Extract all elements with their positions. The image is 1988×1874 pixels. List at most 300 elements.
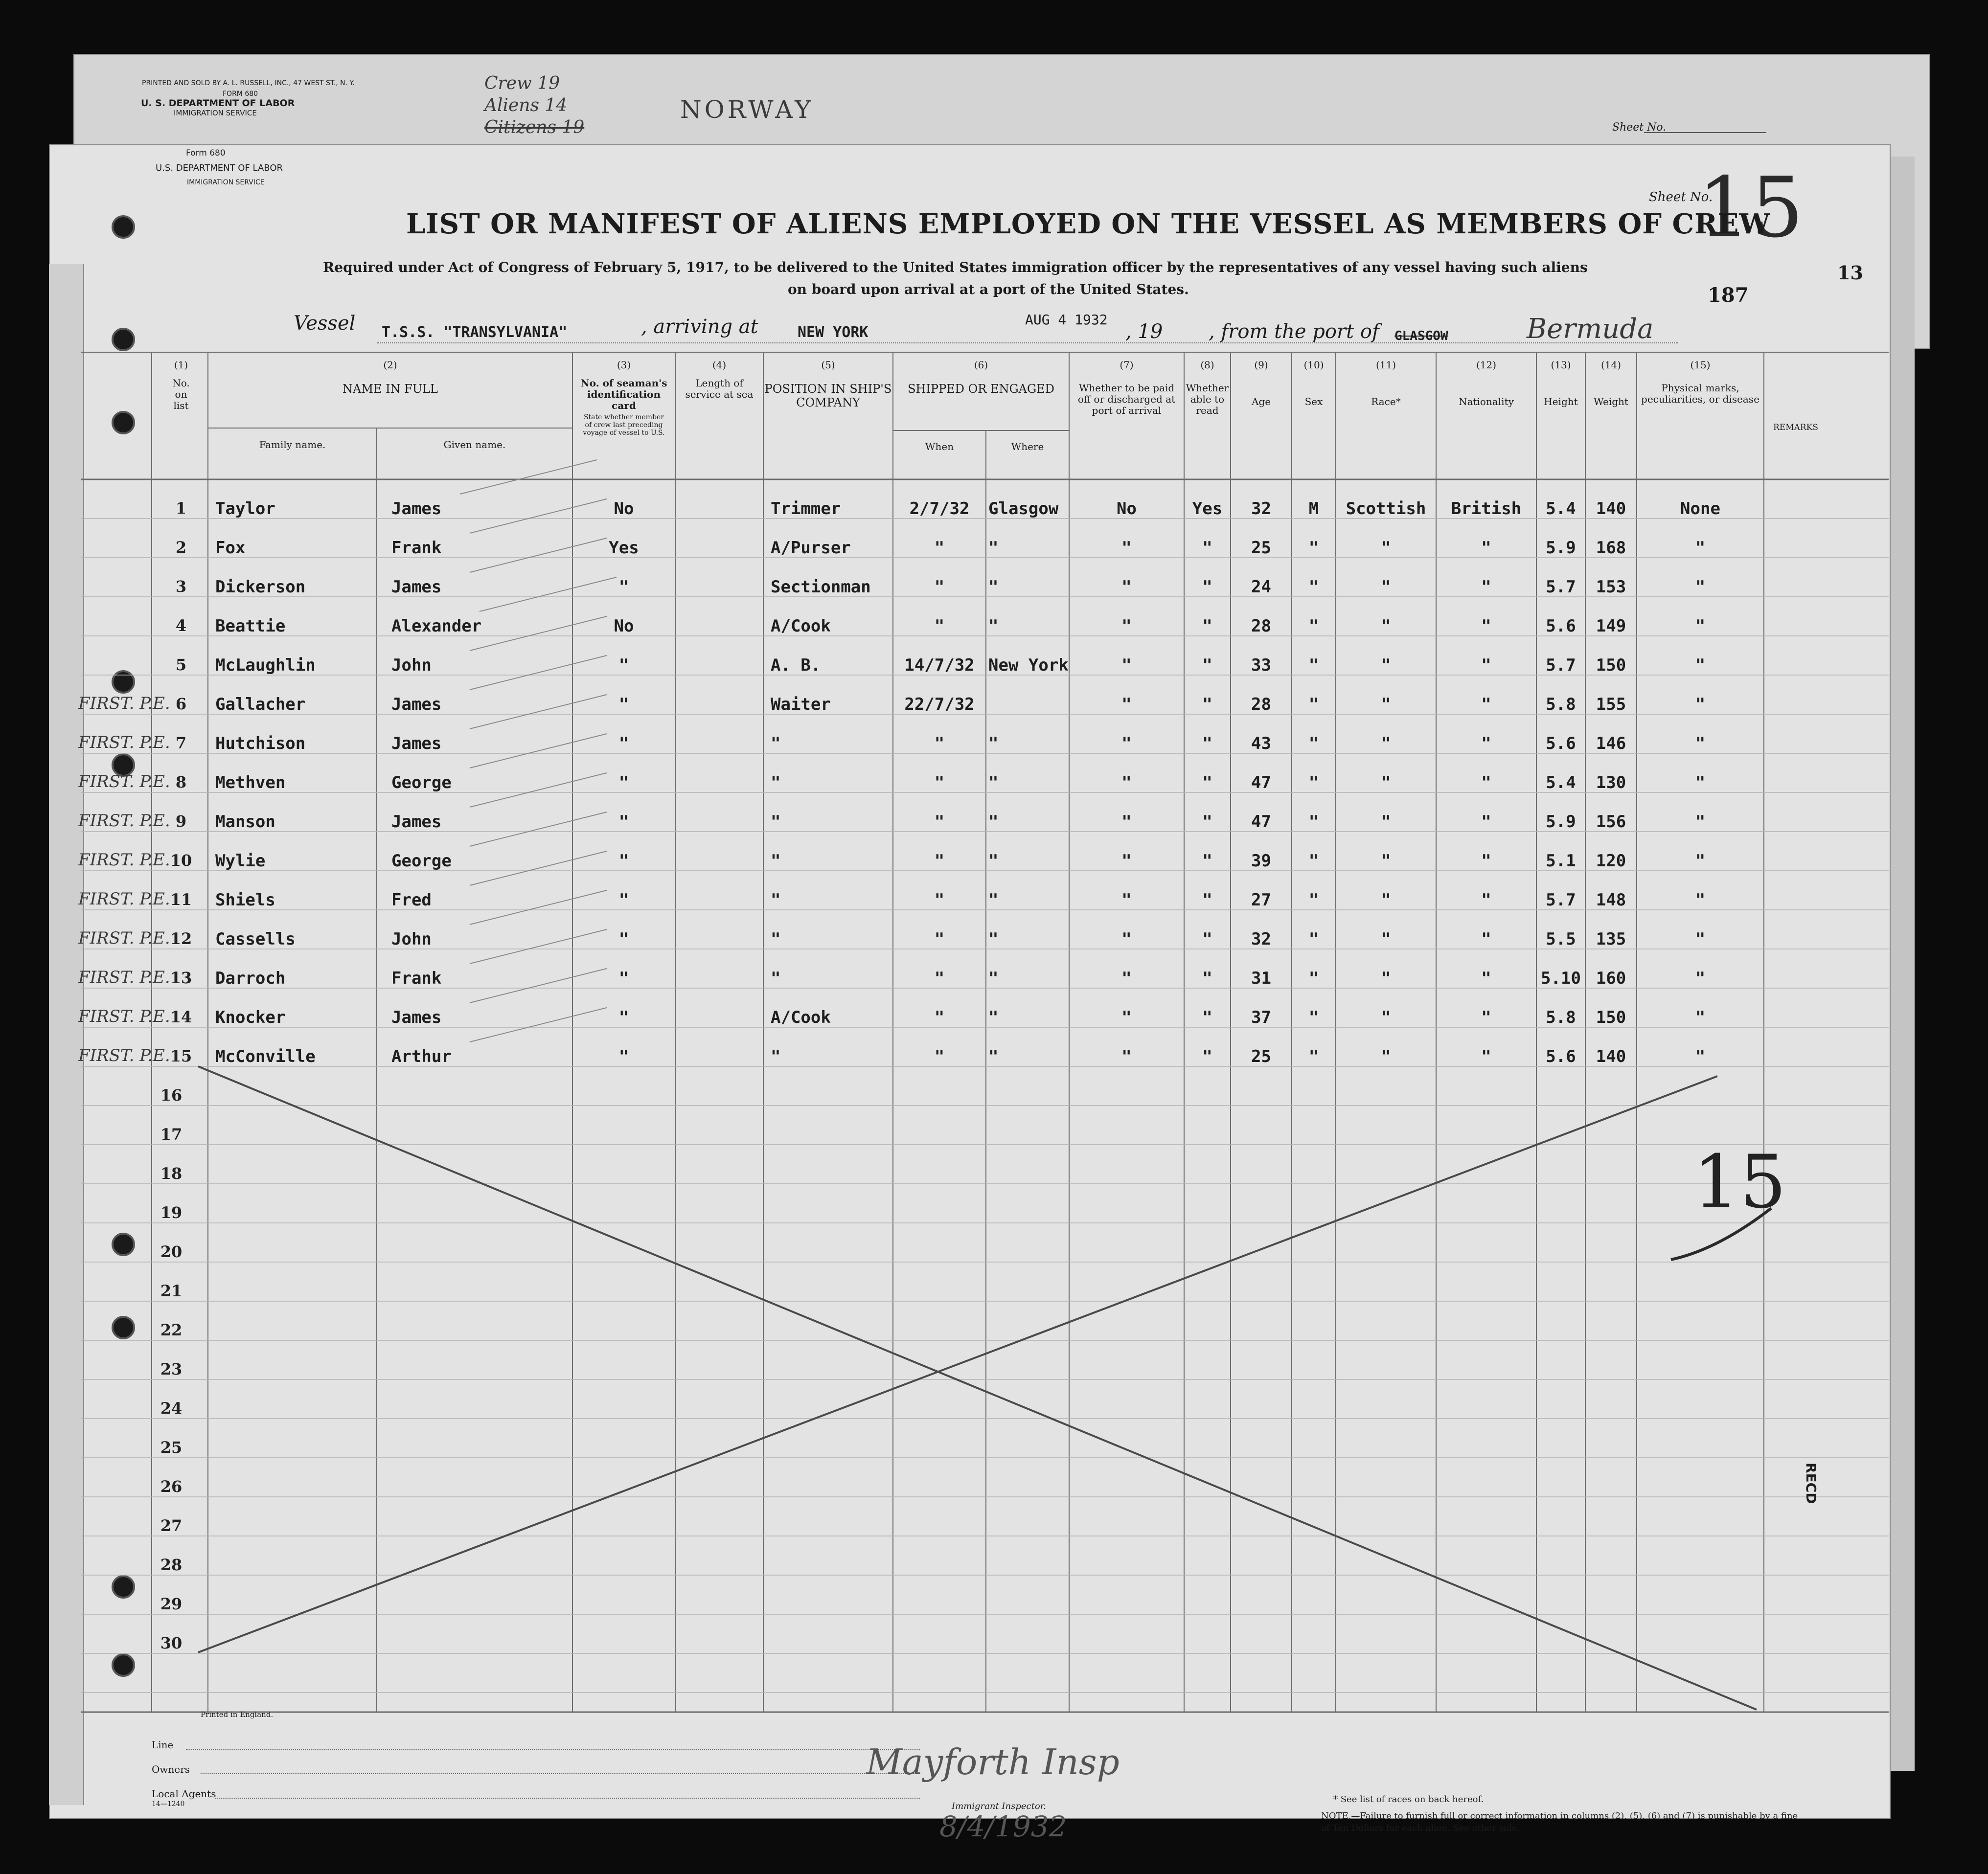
position: A. B. (771, 655, 821, 675)
col-label: Whether able to read (1186, 382, 1229, 416)
col-num-label: (6) (974, 359, 988, 371)
col-4-header (678, 360, 761, 400)
given-name: George (391, 773, 452, 792)
height: 5.1 (1546, 851, 1576, 871)
able-to-read: Yes (1192, 499, 1223, 519)
able-to-read: " (1202, 655, 1212, 675)
able-to-read: " (1202, 969, 1212, 988)
race: " (1381, 577, 1391, 597)
nationality: " (1481, 577, 1491, 597)
height: 5.4 (1546, 499, 1576, 519)
row-number: 2 (175, 538, 187, 557)
physical-marks: " (1695, 655, 1706, 675)
weight: 146 (1596, 734, 1626, 753)
handwritten-side-note: FIRST. P.E. (78, 772, 170, 791)
empty-row-number: 30 (160, 1634, 183, 1652)
row-number: 5 (175, 655, 187, 674)
cancel-line (198, 1066, 1757, 1710)
col-label: NAME IN FULL (343, 382, 438, 396)
handwritten-aliens-count: Aliens 14 (484, 95, 568, 115)
col-15-header (1637, 360, 1764, 405)
able-to-read: " (1202, 695, 1212, 714)
sex: " (1308, 929, 1319, 949)
col-label: SHIPPED OR ENGAGED (908, 382, 1054, 396)
line-field (186, 1749, 920, 1750)
id-card: " (618, 1008, 629, 1027)
back-printer-line: PRINTED AND SOLD BY A. L. RUSSELL, INC., 47 WEST ST., N. Y. (142, 79, 355, 87)
nationality: " (1481, 812, 1491, 832)
height: 5.9 (1546, 812, 1576, 832)
agents-label: Local Agents (152, 1788, 216, 1800)
col-label: Length of service at sea (685, 377, 754, 400)
shipped-where: Glasgow (988, 499, 1059, 519)
family-name: Wylie (215, 851, 266, 871)
col-num-label: (2) (383, 359, 397, 371)
given-name: James (391, 734, 442, 753)
age: 37 (1251, 1008, 1271, 1027)
given-name: Arthur (391, 1047, 452, 1066)
inspection-date: 8/4/1932 (939, 1810, 1067, 1843)
sex: M (1308, 499, 1319, 519)
shipped-when: " (934, 890, 945, 910)
col-6a-header: When (925, 441, 954, 452)
position: " (771, 890, 781, 910)
from-port-label: , from the port of (1209, 320, 1379, 343)
race: " (1381, 773, 1391, 792)
physical-marks: " (1695, 773, 1706, 792)
nationality: " (1481, 695, 1491, 714)
col-num-label: (9) (1254, 359, 1268, 371)
family-name: Fox (215, 538, 246, 558)
row-number: 9 (175, 812, 187, 831)
id-card: " (618, 773, 629, 792)
col-label: No. on list (172, 377, 190, 411)
recd-stamp: RECD (1803, 1463, 1819, 1504)
family-name: McLaughlin (215, 655, 316, 675)
page-title: LIST OR MANIFEST OF ALIENS EMPLOYED ON THE VESSEL AS MEMBERS OF CREW (406, 208, 1771, 240)
shipped-when: 22/7/32 (904, 695, 975, 714)
col-num-label: (5) (821, 359, 835, 371)
position: " (771, 812, 781, 832)
back-department: U. S. DEPARTMENT OF LABOR (141, 98, 295, 109)
given-name: Alexander (391, 616, 482, 636)
sex: " (1308, 1008, 1319, 1027)
vessel-value: T.S.S. "TRANSYLVANIA" (382, 324, 568, 341)
height: 5.6 (1546, 616, 1576, 636)
id-card: " (618, 655, 629, 675)
able-to-read: " (1202, 734, 1212, 753)
subtitle-line-2: on board upon arrival at a port of the United States. (788, 281, 1189, 297)
row-number: 1 (175, 499, 187, 518)
agents-field (215, 1798, 920, 1799)
col-6b-header: Where (1011, 441, 1044, 452)
id-card: " (618, 851, 629, 871)
nationality: " (1481, 734, 1491, 753)
weight: 149 (1596, 616, 1626, 636)
shipped-when: " (934, 734, 945, 753)
given-name: James (391, 499, 442, 519)
col-9-header (1231, 360, 1292, 407)
row-number: 6 (175, 695, 187, 713)
empty-row-number: 20 (160, 1242, 183, 1261)
printed-in-england: Printed in England. (201, 1710, 274, 1719)
physical-marks: None (1680, 499, 1720, 519)
given-name: John (391, 655, 432, 675)
handwritten-side-note: FIRST. P.E. (78, 1007, 170, 1026)
position: Sectionman (771, 577, 871, 597)
arriving-value: NEW YORK (798, 324, 868, 341)
weight: 153 (1596, 577, 1626, 597)
sex: " (1308, 655, 1319, 675)
weight: 168 (1596, 538, 1626, 558)
height: 5.4 (1546, 773, 1576, 792)
able-to-read: " (1202, 577, 1212, 597)
empty-row-number: 16 (160, 1086, 183, 1105)
sheet-no-label: Sheet No. (1649, 190, 1713, 204)
id-card: " (618, 969, 629, 988)
inspector-label: Immigrant Inspector. (952, 1801, 1047, 1811)
row-number: 7 (175, 734, 187, 752)
shipped-when: " (934, 1047, 945, 1066)
nationality: " (1481, 1047, 1491, 1066)
back-service: IMMIGRATION SERVICE (174, 109, 257, 117)
id-card: " (618, 695, 629, 714)
handwritten-crew-count: Crew 19 (484, 73, 560, 93)
age: 33 (1251, 655, 1271, 675)
physical-marks: " (1695, 812, 1706, 832)
able-to-read: " (1202, 812, 1212, 832)
shipped-where: " (988, 1008, 999, 1027)
shipped-when: " (934, 538, 945, 558)
id-card: " (618, 734, 629, 753)
physical-marks: " (1695, 969, 1706, 988)
empty-row-number: 29 (160, 1595, 183, 1613)
empty-row-number: 17 (160, 1125, 183, 1144)
col-label: Sex (1304, 396, 1323, 407)
col-num-label: (11) (1375, 359, 1396, 371)
col-num-label: (7) (1120, 359, 1134, 371)
height: 5.6 (1546, 1047, 1576, 1066)
id-card: Yes (609, 538, 639, 558)
weight: 135 (1596, 929, 1626, 949)
col-label: Physical marks, peculiarities, or disease (1641, 382, 1759, 405)
position: Waiter (771, 695, 831, 714)
col-label: No. of seaman's identification card (580, 377, 667, 411)
physical-marks: " (1695, 734, 1706, 753)
department: U.S. DEPARTMENT OF LABOR (156, 163, 283, 173)
handwritten-side-note: FIRST. P.E. (78, 1046, 170, 1065)
age: 32 (1251, 499, 1271, 519)
given-name: George (391, 851, 452, 871)
height: 5.8 (1546, 695, 1576, 714)
family-name: Manson (215, 812, 275, 832)
family-name: Cassells (215, 929, 296, 949)
physical-marks: " (1695, 1047, 1706, 1066)
arriving-label: , arriving at (641, 316, 758, 338)
age: 32 (1251, 929, 1271, 949)
col-num-label: (12) (1476, 359, 1497, 371)
race: " (1381, 1008, 1391, 1027)
year-label: , 19 (1125, 320, 1163, 343)
col-label: Race* (1371, 396, 1401, 407)
shipped-when: " (934, 1008, 945, 1027)
family-name: Knocker (215, 1008, 286, 1027)
col-num-label: (15) (1690, 359, 1711, 371)
position: " (771, 734, 781, 753)
shipped-where: " (988, 616, 999, 636)
race: " (1381, 851, 1391, 871)
row-number: 8 (175, 773, 187, 791)
col-label: Age (1251, 396, 1271, 407)
position: A/Cook (771, 616, 831, 636)
col-14-header (1585, 360, 1637, 407)
col-num-label: (13) (1551, 359, 1571, 371)
race: Scottish (1346, 499, 1426, 519)
service: IMMIGRATION SERVICE (187, 179, 265, 186)
handwritten-side-note: FIRST. P.E. (78, 968, 170, 987)
shipped-when: " (934, 851, 945, 871)
able-to-read: " (1202, 851, 1212, 871)
age: 25 (1251, 1047, 1271, 1066)
able-to-read: " (1202, 1008, 1212, 1027)
paid-off: " (1121, 655, 1132, 675)
empty-row-number: 22 (160, 1321, 183, 1339)
sex: " (1308, 695, 1319, 714)
empty-row-number: 24 (160, 1399, 183, 1418)
paid-off: " (1121, 538, 1132, 558)
row-number: 14 (170, 1008, 192, 1026)
col-note: State whether member of crew last preceding voyage of vessel to U.S. (583, 413, 665, 437)
col-label: POSITION IN SHIP'S COMPANY (764, 382, 892, 409)
able-to-read: " (1202, 890, 1212, 910)
col-num-label: (8) (1200, 359, 1214, 371)
col-6-header (893, 360, 1069, 396)
col-3-header (580, 360, 668, 437)
col-8-header (1184, 360, 1231, 416)
age: 28 (1251, 695, 1271, 714)
shipped-when: 14/7/32 (904, 655, 975, 675)
nationality: " (1481, 929, 1491, 949)
col-label: Nationality (1459, 396, 1514, 407)
family-name: Gallacher (215, 695, 306, 714)
empty-row-number: 25 (160, 1438, 183, 1457)
age: 24 (1251, 577, 1271, 597)
id-card: " (618, 1047, 629, 1066)
paid-off: " (1121, 851, 1132, 871)
handwritten-side-note: FIRST. P.E. (78, 733, 170, 752)
id-card: " (618, 929, 629, 949)
subtitle-line-1: Required under Act of Congress of February 5, 1917, to be delivered to the United States immigration officer by the representatives of any vessel having such aliens (323, 259, 1588, 275)
id-card: " (618, 812, 629, 832)
shipped-where: " (988, 734, 999, 753)
family-name: Dickerson (215, 577, 306, 597)
race: " (1381, 616, 1391, 636)
given-name: James (391, 695, 442, 714)
paid-off: " (1121, 577, 1132, 597)
physical-marks: " (1695, 616, 1706, 636)
row-number: 13 (170, 969, 192, 987)
race: " (1381, 1047, 1391, 1066)
sex: " (1308, 851, 1319, 871)
col-2b-header: Given name. (443, 439, 506, 451)
nationality: " (1481, 538, 1491, 558)
cancel-line (198, 1076, 1717, 1652)
shipped-when: 2/7/32 (909, 499, 970, 519)
id-card: " (618, 890, 629, 910)
col-7-header (1072, 360, 1182, 416)
col-num-label: (1) (174, 359, 188, 371)
paid-off: " (1121, 616, 1132, 636)
edge-number: 13 (1837, 262, 1863, 284)
nationality: " (1481, 1008, 1491, 1027)
cancel-cross (198, 1066, 1757, 1710)
family-name: Beattie (215, 616, 286, 636)
weight: 160 (1596, 969, 1626, 988)
form-code: 14—1240 (152, 1800, 185, 1808)
col-2-header (208, 360, 572, 396)
weight: 130 (1596, 773, 1626, 792)
shipped-where: " (988, 929, 999, 949)
race: " (1381, 538, 1391, 558)
shipped-where: New York (988, 655, 1069, 675)
tick-mark (460, 460, 597, 494)
weight: 120 (1596, 851, 1626, 871)
shipped-where: " (988, 969, 999, 988)
col-num-label: (10) (1303, 359, 1324, 371)
position: A/Purser (771, 538, 851, 558)
family-name: Darroch (215, 969, 286, 988)
age: 47 (1251, 773, 1271, 792)
physical-marks: " (1695, 929, 1706, 949)
back-form: FORM 680 (223, 90, 258, 98)
handwritten-count-15: 15 (1693, 1140, 1786, 1225)
paid-off: " (1121, 773, 1132, 792)
paid-off: No (1117, 499, 1137, 519)
physical-marks: " (1695, 577, 1706, 597)
race: " (1381, 969, 1391, 988)
shipped-when: " (934, 969, 945, 988)
col-label: Height (1544, 396, 1578, 407)
col-1-header (166, 360, 196, 411)
paid-off: " (1121, 890, 1132, 910)
paid-off: " (1121, 1008, 1132, 1027)
family-name: Hutchison (215, 734, 306, 753)
able-to-read: " (1202, 773, 1212, 792)
physical-marks: " (1695, 851, 1706, 871)
empty-row-number: 26 (160, 1477, 183, 1496)
given-name: James (391, 577, 442, 597)
height: 5.6 (1546, 734, 1576, 753)
col-5-header (763, 360, 893, 409)
sex: " (1308, 616, 1319, 636)
weight: 150 (1596, 655, 1626, 675)
age: 28 (1251, 616, 1271, 636)
owners-field (201, 1773, 920, 1774)
col-num-label: (4) (712, 359, 727, 371)
form-number: Form 680 (186, 148, 226, 158)
nationality: " (1481, 655, 1491, 675)
from-port-struck: GLASGOW (1394, 329, 1448, 343)
shipped-where: " (988, 1047, 999, 1066)
handwritten-side-note: FIRST. P.E. (78, 928, 170, 948)
given-name: Frank (391, 538, 442, 558)
shipped-when: " (934, 577, 945, 597)
age: 43 (1251, 734, 1271, 753)
weight: 140 (1596, 499, 1626, 519)
sex: " (1308, 890, 1319, 910)
able-to-read: " (1202, 929, 1212, 949)
handwritten-side-note: FIRST. P.E. (78, 694, 170, 713)
date-stamp: AUG 4 1932 (1025, 312, 1108, 328)
sex: " (1308, 577, 1319, 597)
position: " (771, 969, 781, 988)
nationality: " (1481, 616, 1491, 636)
position: Trimmer (771, 499, 841, 519)
empty-row-number: 27 (160, 1516, 183, 1535)
height: 5.7 (1546, 890, 1576, 910)
empty-row-number: 21 (160, 1282, 183, 1300)
empty-row-number: 18 (160, 1164, 183, 1183)
physical-marks: " (1695, 538, 1706, 558)
row-number: 11 (170, 890, 192, 909)
weight: 156 (1596, 812, 1626, 832)
id-card: No (614, 616, 634, 636)
height: 5.7 (1546, 577, 1576, 597)
shipped-when: " (934, 616, 945, 636)
sex: " (1308, 969, 1319, 988)
inspector-signature: Mayforth Insp (866, 1741, 1120, 1783)
back-sheet-no-label: Sheet No. (1612, 121, 1667, 134)
row-number: 3 (175, 577, 187, 596)
sex: " (1308, 773, 1319, 792)
paid-off: " (1121, 969, 1132, 988)
empty-row-number: 23 (160, 1360, 183, 1378)
nationality: British (1451, 499, 1522, 519)
family-name: McConville (215, 1047, 316, 1066)
race: " (1381, 929, 1391, 949)
given-name: Fred (391, 890, 432, 910)
height: 5.10 (1541, 969, 1581, 988)
paid-off: " (1121, 812, 1132, 832)
race: " (1381, 812, 1391, 832)
vessel-label: Vessel (294, 312, 356, 335)
family-name: Shiels (215, 890, 275, 910)
position: " (771, 1047, 781, 1066)
col-12-header (1436, 360, 1536, 407)
family-name: Taylor (215, 499, 275, 519)
from-port-value: Bermuda (1527, 313, 1654, 345)
given-name: John (391, 929, 432, 949)
col-num-label: (14) (1600, 359, 1622, 371)
col-num-label: (3) (617, 359, 631, 371)
sheet-no-value: 15 (1698, 159, 1804, 256)
shipped-where: " (988, 577, 999, 597)
height: 5.8 (1546, 1008, 1576, 1027)
col-2a-header: Family name. (259, 439, 326, 451)
row-number: 4 (175, 616, 187, 635)
physical-marks: " (1695, 695, 1706, 714)
race-note: * See list of races on back hereof. (1333, 1794, 1484, 1805)
nationality: " (1481, 851, 1491, 871)
height: 5.7 (1546, 655, 1576, 675)
sex: " (1308, 812, 1319, 832)
col-label: Weight (1594, 396, 1628, 407)
line-label: Line (152, 1739, 174, 1751)
col-10-header (1292, 360, 1336, 407)
shipped-where: " (988, 890, 999, 910)
age: 39 (1251, 851, 1271, 871)
paid-off: " (1121, 695, 1132, 714)
